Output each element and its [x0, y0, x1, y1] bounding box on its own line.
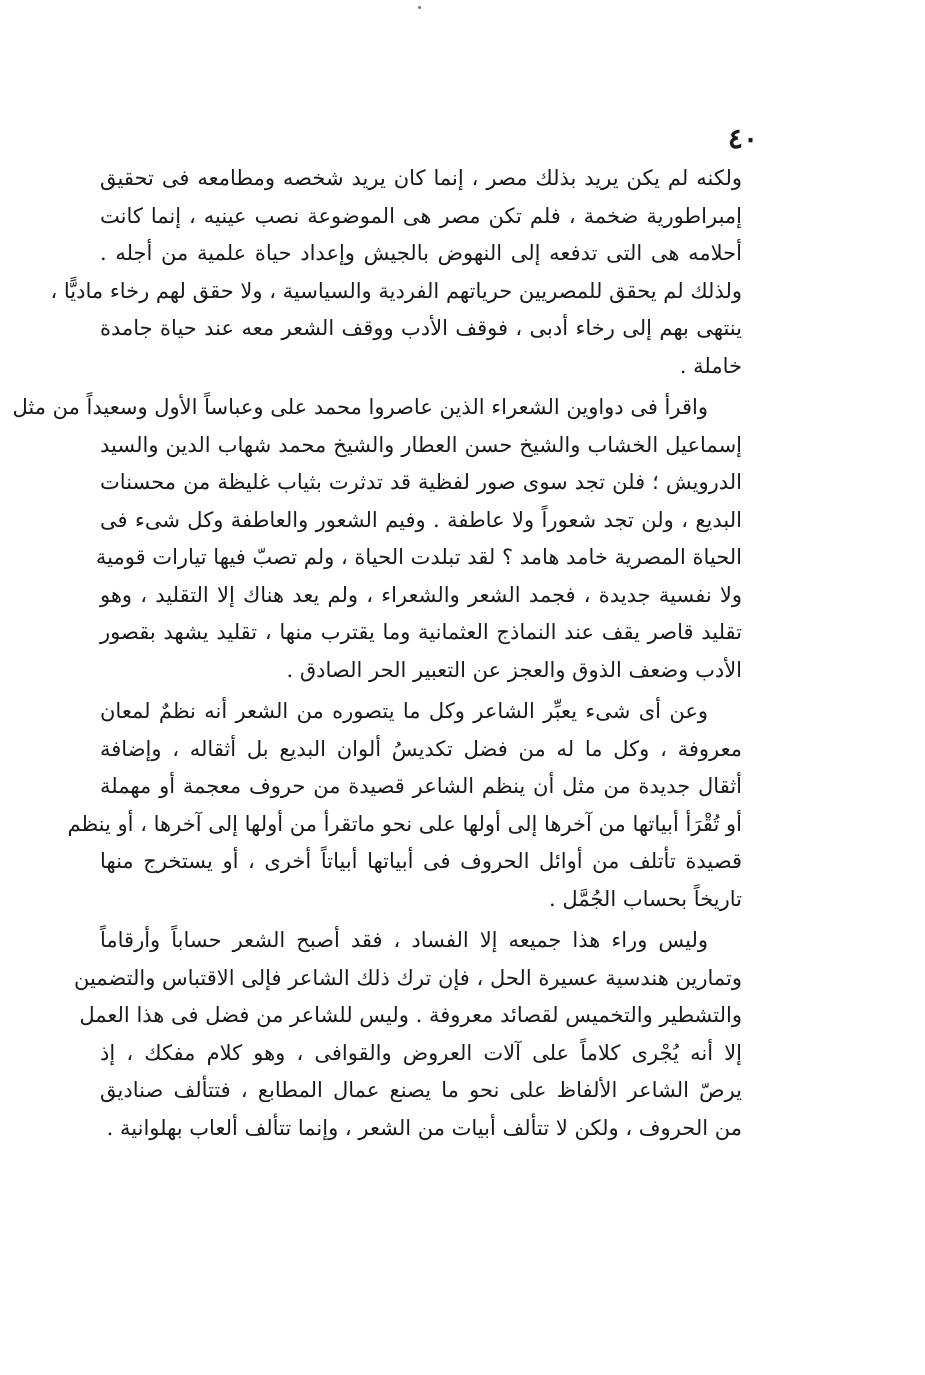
text-line: تاريخاً بحساب الجُمَّل .: [548, 886, 742, 911]
print-speck: [418, 6, 421, 9]
text-line: ينتهى بهم إلى رخاء أدبى ، فوقف الأدب ووقف الشعر معه عند حياة جامدة: [100, 316, 742, 340]
text-line: واقرأ فى دواوين الشعراء الذين عاصروا محمد على وعباساً الأول وسعيداً من مثل: [12, 395, 708, 419]
text-line: إلا أنه يُجْرى كلاماً على آلات العروض والقوافى ، وهو كلام مفكك ، إذ: [100, 1040, 742, 1065]
paragraph-2: [12, 389, 742, 689]
page-number: ٤٠: [728, 122, 759, 155]
text-line: قصيدة تأتلف من أوائل الحروف فى أبياتها أبياتاً أخرى ، أو يستخرج منها: [100, 849, 742, 873]
text-line: معروفة ، وكل ما له من فضل تكديسُ ألوان البديع بل أثقاله ، وإضافة: [100, 736, 742, 761]
text-line: إسماعيل الخشاب والشيخ حسن العطار والشيخ محمد شهاب الدين والسيد: [100, 432, 742, 457]
text-line: ولكنه لم يكن يريد بذلك مصر ، إنما كان يريد شخصه ومطامعه فى تحقيق: [100, 166, 742, 190]
text-line: البديع ، ولن تجد شعوراً ولا عاطفة . وفيم الشعور والعاطفة وكل شىء فى: [100, 507, 742, 532]
text-line: خاملة .: [679, 353, 742, 378]
text-line: والتشطير والتخميس لقصائد معروفة . وليس للشاعر من فضل فى هذا العمل: [79, 1003, 742, 1027]
text-line: ولا نفسية جديدة ، فجمد الشعر والشعراء ، ولم يعد هناك إلا التقليد ، وهو: [100, 582, 742, 607]
text-line: وليس وراء هذا جميعه إلا الفساد ، فقد أصبح الشعر حساباً وأرقاماً: [100, 928, 708, 952]
text-line: ولذلك لم يحقق للمصريين حرياتهم الفردية والسياسية ، ولا حقق لهم رخاء ماديًّا ،: [50, 278, 742, 303]
text-line: أحلامه هى التى تدفعه إلى النهوض بالجيش وإعداد حياة علمية من أجله .: [100, 241, 742, 265]
text-line: الحياة المصرية خامد هامد ؟ لقد تبلدت الحياة ، ولم تصبّ فيها تيارات قومية: [95, 545, 742, 569]
text-line: تقليد قاصر يقف عند النماذج العثمانية وما يقترب منها ، تقليد يشهد بقصور: [100, 620, 742, 644]
text-line: الأدب وضعف الذوق والعجز عن التعبير الحر الصادق .: [286, 657, 742, 682]
text-body: [12, 160, 742, 1151]
text-line: أو تُقْرَأ أبياتها من آخرها إلى أولها على نحو ماتقرأ من أولها إلى آخرها ، أو ينظم: [67, 811, 742, 836]
text-line: من الحروف ، ولكن لا تتألف أبيات من الشعر ، وإنما تتألف ألعاب بهلوانية .: [106, 1115, 742, 1140]
paragraph-3: [67, 693, 742, 918]
paragraph-4: [73, 922, 742, 1147]
text-line: وتمارين هندسية عسيرة الحل ، فإن ترك ذلك الشاعر فإلى الاقتباس والتضمين: [73, 965, 742, 990]
text-line: يرصّ الشاعر الألفاظ على نحو ما يصنع عمال المطابع ، فتتألف صناديق: [100, 1078, 742, 1102]
text-line: وعن أى شىء يعبِّر الشاعر وكل ما يتصوره من الشعر أنه نظمٌ لمعان: [100, 699, 708, 723]
text-line: أثقال جديدة من مثل أن ينظم الشاعر قصيدة من حروف معجمة أو مهملة: [100, 774, 742, 798]
text-line: إمبراطورية ضخمة ، فلم تكن مصر هى الموضوعة نصب عينيه ، إنما كانت: [100, 203, 742, 228]
paragraph-1: [50, 160, 742, 385]
text-line: الدرويش ؛ فلن تجد سوى صور لفظية قد تدثرت بثياب غليظة من محسنات: [100, 470, 742, 494]
